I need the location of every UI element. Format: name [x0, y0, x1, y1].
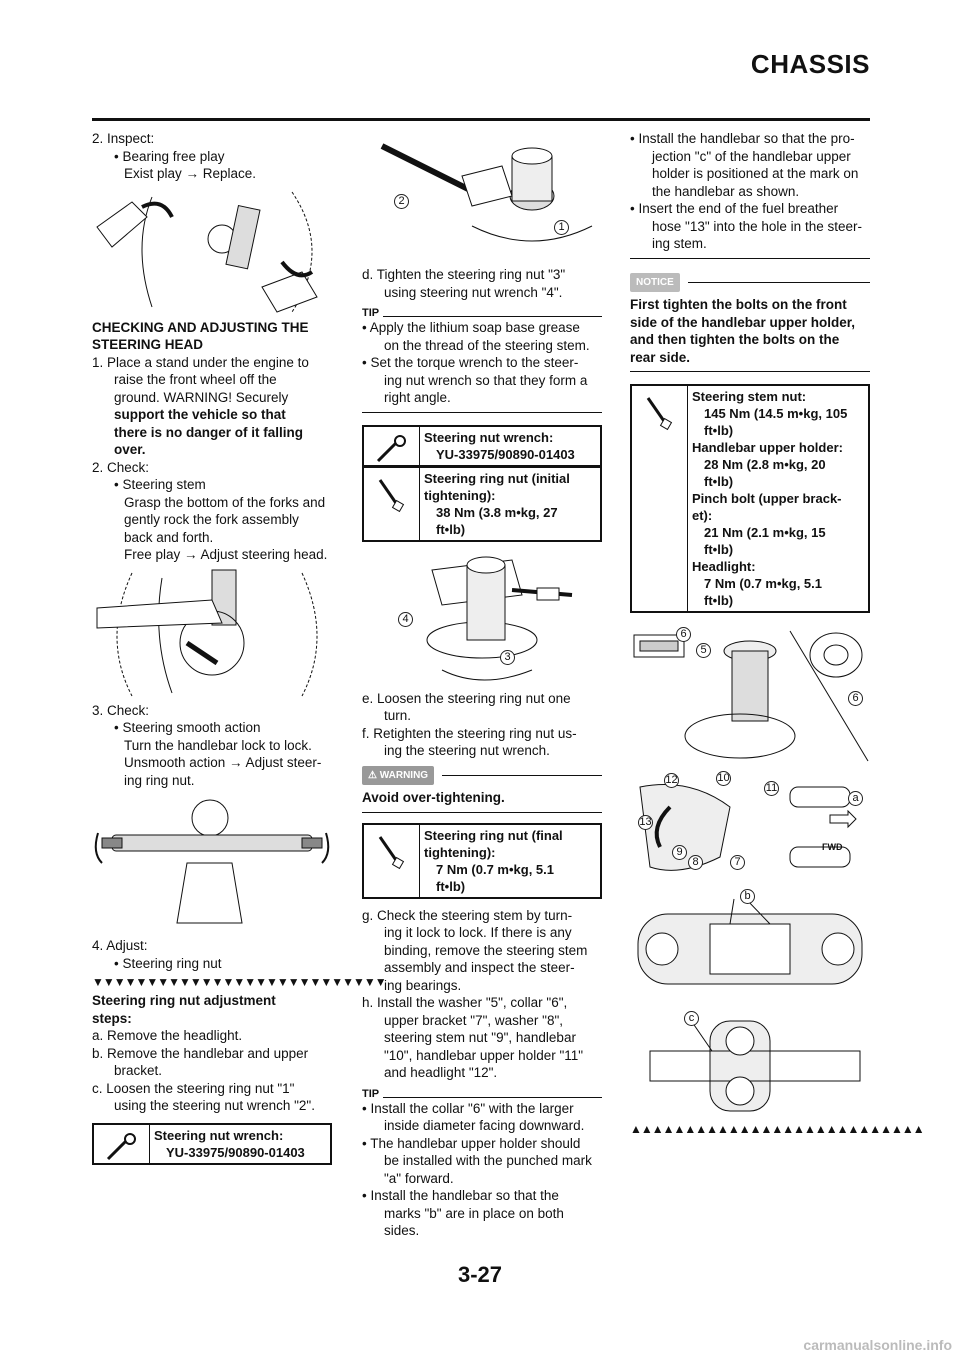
callout-6: 6: [676, 627, 691, 642]
figure-washer-collar: [630, 621, 870, 763]
figure-handlebar-holder-projection: [630, 1011, 870, 1119]
inspect-step: 2. Inspect: • Bearing free play Exist play → Replace.: [92, 131, 257, 181]
tip-header-2: TIP: [362, 1088, 602, 1100]
warning-header: [362, 766, 602, 786]
notice-badge: NOTICE: [630, 273, 680, 293]
spec-box-wrench: Steering nut wrench: YU-33975/90890-01403: [92, 1123, 332, 1165]
fwd-label: FWD: [822, 842, 843, 852]
figure-steering-stem-check: [92, 568, 332, 698]
sub-step-e: e. Loosen the steering ring nut one turn.: [362, 690, 571, 723]
callout-10: 10: [717, 772, 730, 784]
callout-b: b: [740, 889, 755, 904]
figure-upper-bracket: [630, 767, 870, 885]
subsection-heading: Steering ring nut adjustment steps:: [92, 993, 276, 1026]
column-3: [630, 130, 924, 1139]
torque-wrench-icon: [632, 386, 688, 611]
callout-12: 12: [665, 774, 678, 786]
steps-start-marker: ▼▼▼▼▼▼▼▼▼▼▼▼▼▼▼▼▼▼▼▼▼▼▼▼▼▼▼: [92, 975, 386, 989]
section-rule: [630, 258, 870, 259]
steps-end-marker: ▲▲▲▲▲▲▲▲▲▲▲▲▲▲▲▲▲▲▲▲▲▲▲▲▲▲▲: [630, 1122, 924, 1136]
callout-5: 5: [696, 643, 711, 658]
spec-box-initial-torque: Steering ring nut (initial tightening): 38 Nm (3.8 m•kg, 27 ft•lb): [362, 467, 602, 542]
spec-box-final-torque: Steering ring nut (final tightening): 7 Nm (0.7 m•kg, 5.1 ft•lb): [362, 823, 602, 899]
warning-icon: ⚠: [368, 769, 380, 781]
sub-step-b: b. Remove the handlebar and upper bracket.: [92, 1045, 309, 1078]
callout-8: 8: [688, 855, 703, 870]
spec-box-wrench-2: Steering nut wrench: YU-33975/90890-01403: [362, 425, 602, 467]
sub-step-h: h. Install the washer "5", collar "6", upper bracket "7", washer "8", steering stem nut "9", handlebar "10", handlebar upper holder "11" and headlight "12".: [362, 995, 584, 1080]
warning-badge: ⚠ WARNING: [362, 766, 434, 786]
footer-watermark: carmanualsonline.info: [803, 1336, 952, 1353]
figure-steering-nut-tighten: [362, 550, 602, 686]
callout-13: 13: [639, 816, 652, 828]
callout-4: 4: [398, 612, 413, 627]
page-number: 3-27: [457, 1262, 503, 1287]
torque-wrench-icon: [364, 825, 420, 897]
warning-end-rule: [362, 812, 602, 813]
callout-2: 2: [394, 194, 409, 209]
sub-step-f: f. Retighten the steering ring nut us- ing the steering nut wrench.: [362, 725, 577, 758]
callout-11: 11: [765, 782, 778, 794]
sub-step-d: d. Tighten the steering ring nut "3" using steering nut wrench "4".: [362, 267, 566, 300]
callout-a: a: [848, 791, 863, 806]
step-1: 1. Place a stand under the engine to raise the front wheel off the ground. WARNING! Securely support the vehicle so that there is no danger of it falling over.: [92, 354, 309, 457]
callout-6b: 6: [848, 691, 863, 706]
page-title: CHASSIS: [750, 49, 870, 79]
header-rule: [92, 118, 870, 121]
callout-c: c: [684, 1011, 699, 1026]
notice-end-rule: [630, 371, 870, 372]
notice-text: First tighten the bolts on the front side of the handlebar upper holder, and then tighten the bolts on the rear side.: [630, 297, 856, 365]
torque-wrench-icon: [364, 468, 420, 540]
callout-7: 7: [730, 855, 745, 870]
tip-1: • Apply the lithium soap base grease on the thread of the steering stem. • Set the torque wrench to the steer- ing nut wrench so that they form a right angle.: [362, 320, 590, 405]
step-3: 3. Check: • Steering smooth action Turn the handlebar lock to lock. Unsmooth action → Adjust steer- ing ring nut.: [92, 702, 322, 788]
callout-1: 1: [554, 220, 569, 235]
notice-header: [630, 273, 870, 293]
tip-2: • Install the collar "6" with the larger inside diameter facing downward. • The handlebar upper holder should be installed with the punched mark "a" forward. • Install the handlebar so that the marks "b" are in place on both sides.: [362, 1100, 592, 1238]
warning-text: Avoid over-tightening.: [362, 790, 505, 805]
figure-bearing-free-play: [92, 187, 332, 315]
wrench-icon: [94, 1125, 150, 1163]
spec-box-torques: Steering stem nut: 145 Nm (14.5 m•kg, 105 ft•lb) Handlebar upper holder: 28 Nm (2.8 m•kg, 20 ft•lb) Pinch bolt (upper brack- et): 21 Nm (2.1 m•kg, 15 ft•lb) Headlight: 7 Nm (0.7 m•kg, 5.1 ft•lb): [630, 384, 870, 613]
section-heading: CHECKING AND ADJUSTING THE STEERING HEAD: [92, 319, 309, 352]
callout-9: 9: [672, 845, 687, 860]
sub-step-c: c. Loosen the steering ring nut "1" using the steering nut wrench "2".: [92, 1080, 315, 1113]
sub-step-g: g. Check the steering stem by turn- ing it lock to lock. If there is any binding, remove the steering stem assembly and inspect the steer- ing bearings.: [362, 907, 588, 993]
figure-steering-nut-loosen: [362, 136, 602, 262]
step-2: 2. Check: • Steering stem Grasp the bottom of the forks and gently rock the fork assembly back and forth. Free play → Adjust steering head.: [92, 459, 328, 562]
spec-stack-initial: [362, 425, 602, 542]
tip-1-end-rule: [362, 412, 602, 413]
wrench-icon: [364, 427, 420, 465]
step-4: 4. Adjust: • Steering ring nut: [92, 938, 222, 971]
figure-handlebar-marks: [630, 889, 870, 1007]
install-bullets: • Install the handlebar so that the pro- jection "c" of the handlebar upper holder is positioned at the mark on the handlebar as shown. • Insert the end of the fuel breather hose "13" into the hole in the steer- ing stem.: [630, 131, 862, 251]
figure-handlebar-lock: [92, 793, 332, 933]
tip-header-1: TIP: [362, 307, 602, 319]
callout-3: 3: [500, 650, 515, 665]
column-2: [362, 130, 602, 1240]
sub-step-a: a. Remove the headlight.: [92, 1028, 243, 1043]
